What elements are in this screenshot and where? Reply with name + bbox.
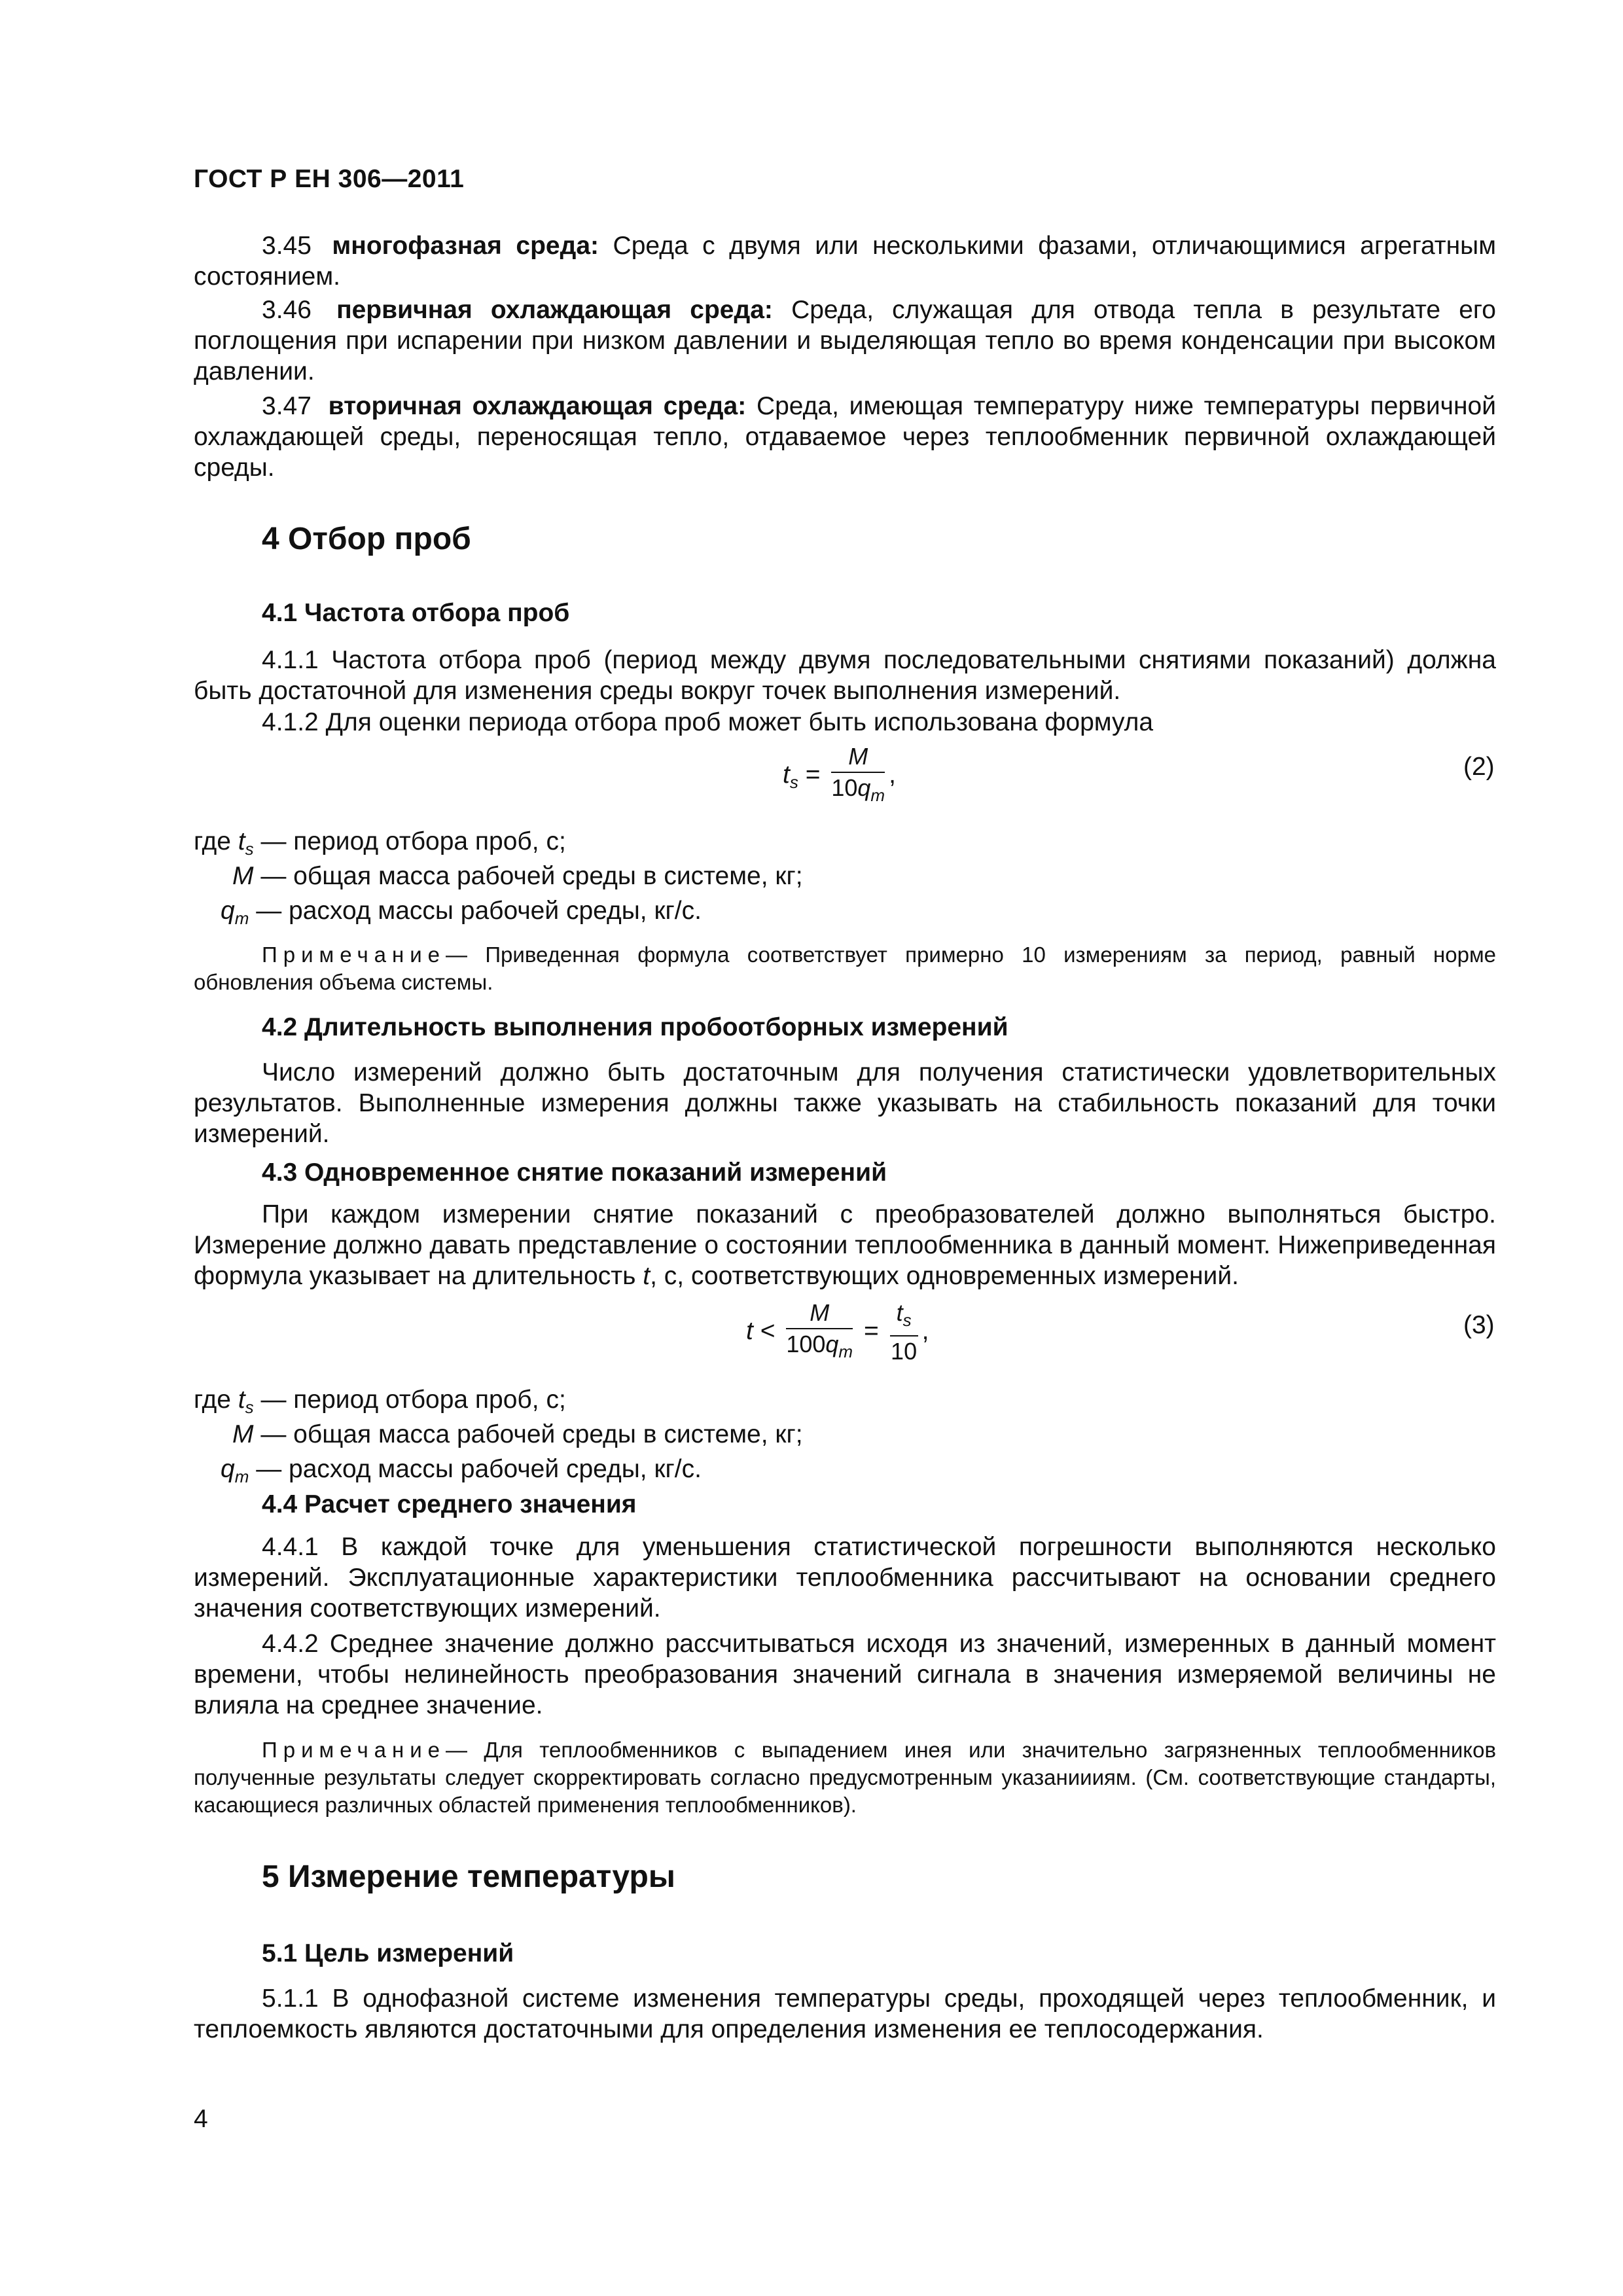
where-line	[221, 895, 702, 934]
denominator-variable: q	[857, 774, 871, 801]
denominator-coefficient: 10	[831, 774, 858, 801]
definition-number: 3.47	[262, 392, 312, 420]
where-subscript: s	[245, 1397, 254, 1417]
formula-tail: ,	[889, 760, 896, 789]
formula-fraction	[890, 1298, 918, 1367]
formula-subscript: s	[789, 772, 798, 792]
section-4-heading: 4 Отбор проб	[262, 522, 471, 556]
formula-fraction	[831, 742, 885, 810]
where-subscript: s	[245, 839, 254, 859]
section-4-2-heading: 4.2 Длительность выполнения пробоотборных измерений	[262, 1013, 1008, 1041]
where-lead: где	[194, 1386, 231, 1414]
section-4-1-heading: 4.1 Частота отбора проб	[262, 599, 570, 627]
definition-3-47	[194, 391, 1496, 483]
formula-operator: =	[805, 760, 821, 789]
paragraph-text: , с, соответствующих одновременных измерений.	[650, 1262, 1239, 1290]
denominator-subscript: m	[870, 785, 885, 805]
note-4-1	[194, 941, 1496, 996]
where-text: — расход массы рабочей среды, кг/с.	[256, 1455, 702, 1483]
where-variable: t	[238, 827, 245, 855]
definition-3-45	[194, 230, 1496, 292]
where-text: — период отбора проб, с;	[260, 1386, 566, 1414]
formula-variable: t	[746, 1316, 753, 1345]
paragraph-4-1-1: 4.1.1 Частота отбора проб (период между двумя последовательными снятиями показаний) должна быть достаточной для изменения среды вокруг точек выполнения измерений.	[194, 646, 1496, 705]
where-subscript: m	[234, 908, 249, 928]
formula-2	[783, 742, 896, 810]
note-text: — Приведенная формула соответствует примерно 10 измерениям за период, равный норме обновления объема системы.	[194, 942, 1496, 994]
equation-number-2: (2)	[1463, 753, 1495, 781]
where-line	[232, 1419, 803, 1450]
where-line	[232, 861, 803, 892]
paragraph-5-1-1: 5.1.1 В однофазной системе изменения температуры среды, проходящей через теплообменник, и теплоемкость являются достаточными для определения изменения ее теплосодержания.	[194, 1984, 1496, 2043]
formula-variable: t	[783, 760, 790, 789]
denominator-variable: q	[825, 1331, 839, 1357]
definition-text: Среда с двумя или несколькими фазами, отличающимися агрегатным состоянием.	[194, 232, 1497, 291]
definition-number: 3.46	[262, 296, 312, 324]
note-4-4	[194, 1736, 1496, 1819]
where-line	[194, 826, 566, 865]
numerator-subscript: s	[902, 1310, 912, 1330]
fraction-numerator	[890, 1298, 918, 1336]
note-label: Примечание	[262, 1738, 446, 1762]
where-variable: t	[238, 1386, 245, 1414]
where-subscript: m	[234, 1467, 249, 1486]
where-variable: M	[232, 1420, 254, 1448]
where-variable: q	[221, 897, 235, 925]
section-4-4-heading: 4.4 Расчет среднего значения	[262, 1490, 637, 1518]
where-text: — общая масса рабочей среды в системе, кг;	[260, 1420, 803, 1448]
section-5-1-heading: 5.1 Цель измерений	[262, 1939, 514, 1967]
formula-fraction	[786, 1298, 853, 1367]
where-text: — общая масса рабочей среды в системе, кг;	[260, 862, 803, 890]
note-text: — Для теплообменников с выпадением инея или значительно загрязненных теплообменников полученные результаты следует скорректировать согласно предусмотренным указаниииям. (См. соответствующие стандарты, касающиеся различных областей применения теплообменников).	[194, 1738, 1496, 1817]
note-label: Примечание	[262, 942, 446, 967]
fraction-denominator	[831, 773, 885, 810]
where-text: — расход массы рабочей среды, кг/с.	[256, 897, 702, 925]
where-lead: где	[194, 827, 231, 855]
definition-number: 3.45	[262, 232, 312, 260]
formula-operator: =	[863, 1316, 879, 1345]
paragraph-4-4-1: 4.4.1 В каждой точке для уменьшения статистической погрешности выполняются несколько измерений. Эксплуатационные характеристики теплообменника рассчитывают на основании среднего значения соответствующих измерений.	[194, 1533, 1496, 1623]
definition-text: Среда, имеющая температуру ниже температуры первичной охлаждающей среды, переносящая тепло, отдаваемое через теплообменник первичной охлаждающей среды.	[194, 392, 1497, 482]
paragraph-4-4-2: 4.4.2 Среднее значение должно рассчитываться исходя из значений, измеренных в данный момент времени, чтобы нелинейность преобразования значений сигнала в значения измеряемой величины не влияла на среднее значение.	[194, 1630, 1496, 1719]
paragraph-4-2: Число измерений должно быть достаточным для получения статистически удовлетворительных результатов. Выполненные измерения должны также указывать на стабильность показаний для точки измерений.	[194, 1058, 1496, 1148]
fraction-denominator	[786, 1329, 853, 1367]
paragraph-4-1-2: 4.1.2 Для оценки периода отбора проб может быть использована формула	[262, 708, 1154, 736]
equation-number-3: (3)	[1463, 1311, 1495, 1339]
numerator-variable: t	[896, 1299, 903, 1326]
fraction-denominator: 10	[891, 1338, 918, 1365]
definition-text: Среда, служащая для отвода тепла в результате его поглощения при испарении при низком давлении и выделяющая тепло во время конденсации при высоком давлении.	[194, 296, 1496, 386]
inline-variable: t	[643, 1262, 651, 1290]
where-line	[194, 1384, 566, 1423]
fraction-numerator: M	[831, 742, 885, 773]
paragraph-text: При каждом измерении снятие показаний с преобразователей должно выполняться быстро. Измерение должно давать представление о состоянии теплообменника в данный момент. Нижеприведенная формула указывает на длительность	[194, 1200, 1496, 1290]
section-5-heading: 5 Измерение температуры	[262, 1859, 675, 1894]
fraction-numerator: M	[786, 1298, 853, 1329]
denominator-subscript: m	[838, 1342, 853, 1361]
section-4-3-heading: 4.3 Одновременное снятие показаний измерений	[262, 1158, 887, 1187]
formula-3	[746, 1298, 929, 1367]
definition-term: многофазная среда:	[332, 232, 599, 260]
paragraph-4-3	[194, 1199, 1496, 1291]
where-variable: M	[232, 862, 254, 890]
definition-3-46	[194, 295, 1496, 387]
where-text: — период отбора проб, с;	[260, 827, 566, 855]
page-number: 4	[194, 2105, 208, 2133]
definition-term: вторичная охлаждающая среда:	[328, 392, 747, 420]
definition-term: первичная охлаждающая среда:	[336, 296, 773, 324]
where-variable: q	[221, 1455, 235, 1483]
where-line	[221, 1454, 702, 1492]
document-header: ГОСТ Р ЕН 306—2011	[194, 165, 465, 193]
formula-operator: <	[760, 1316, 776, 1345]
formula-tail: ,	[921, 1316, 929, 1345]
denominator-coefficient: 100	[786, 1331, 826, 1357]
